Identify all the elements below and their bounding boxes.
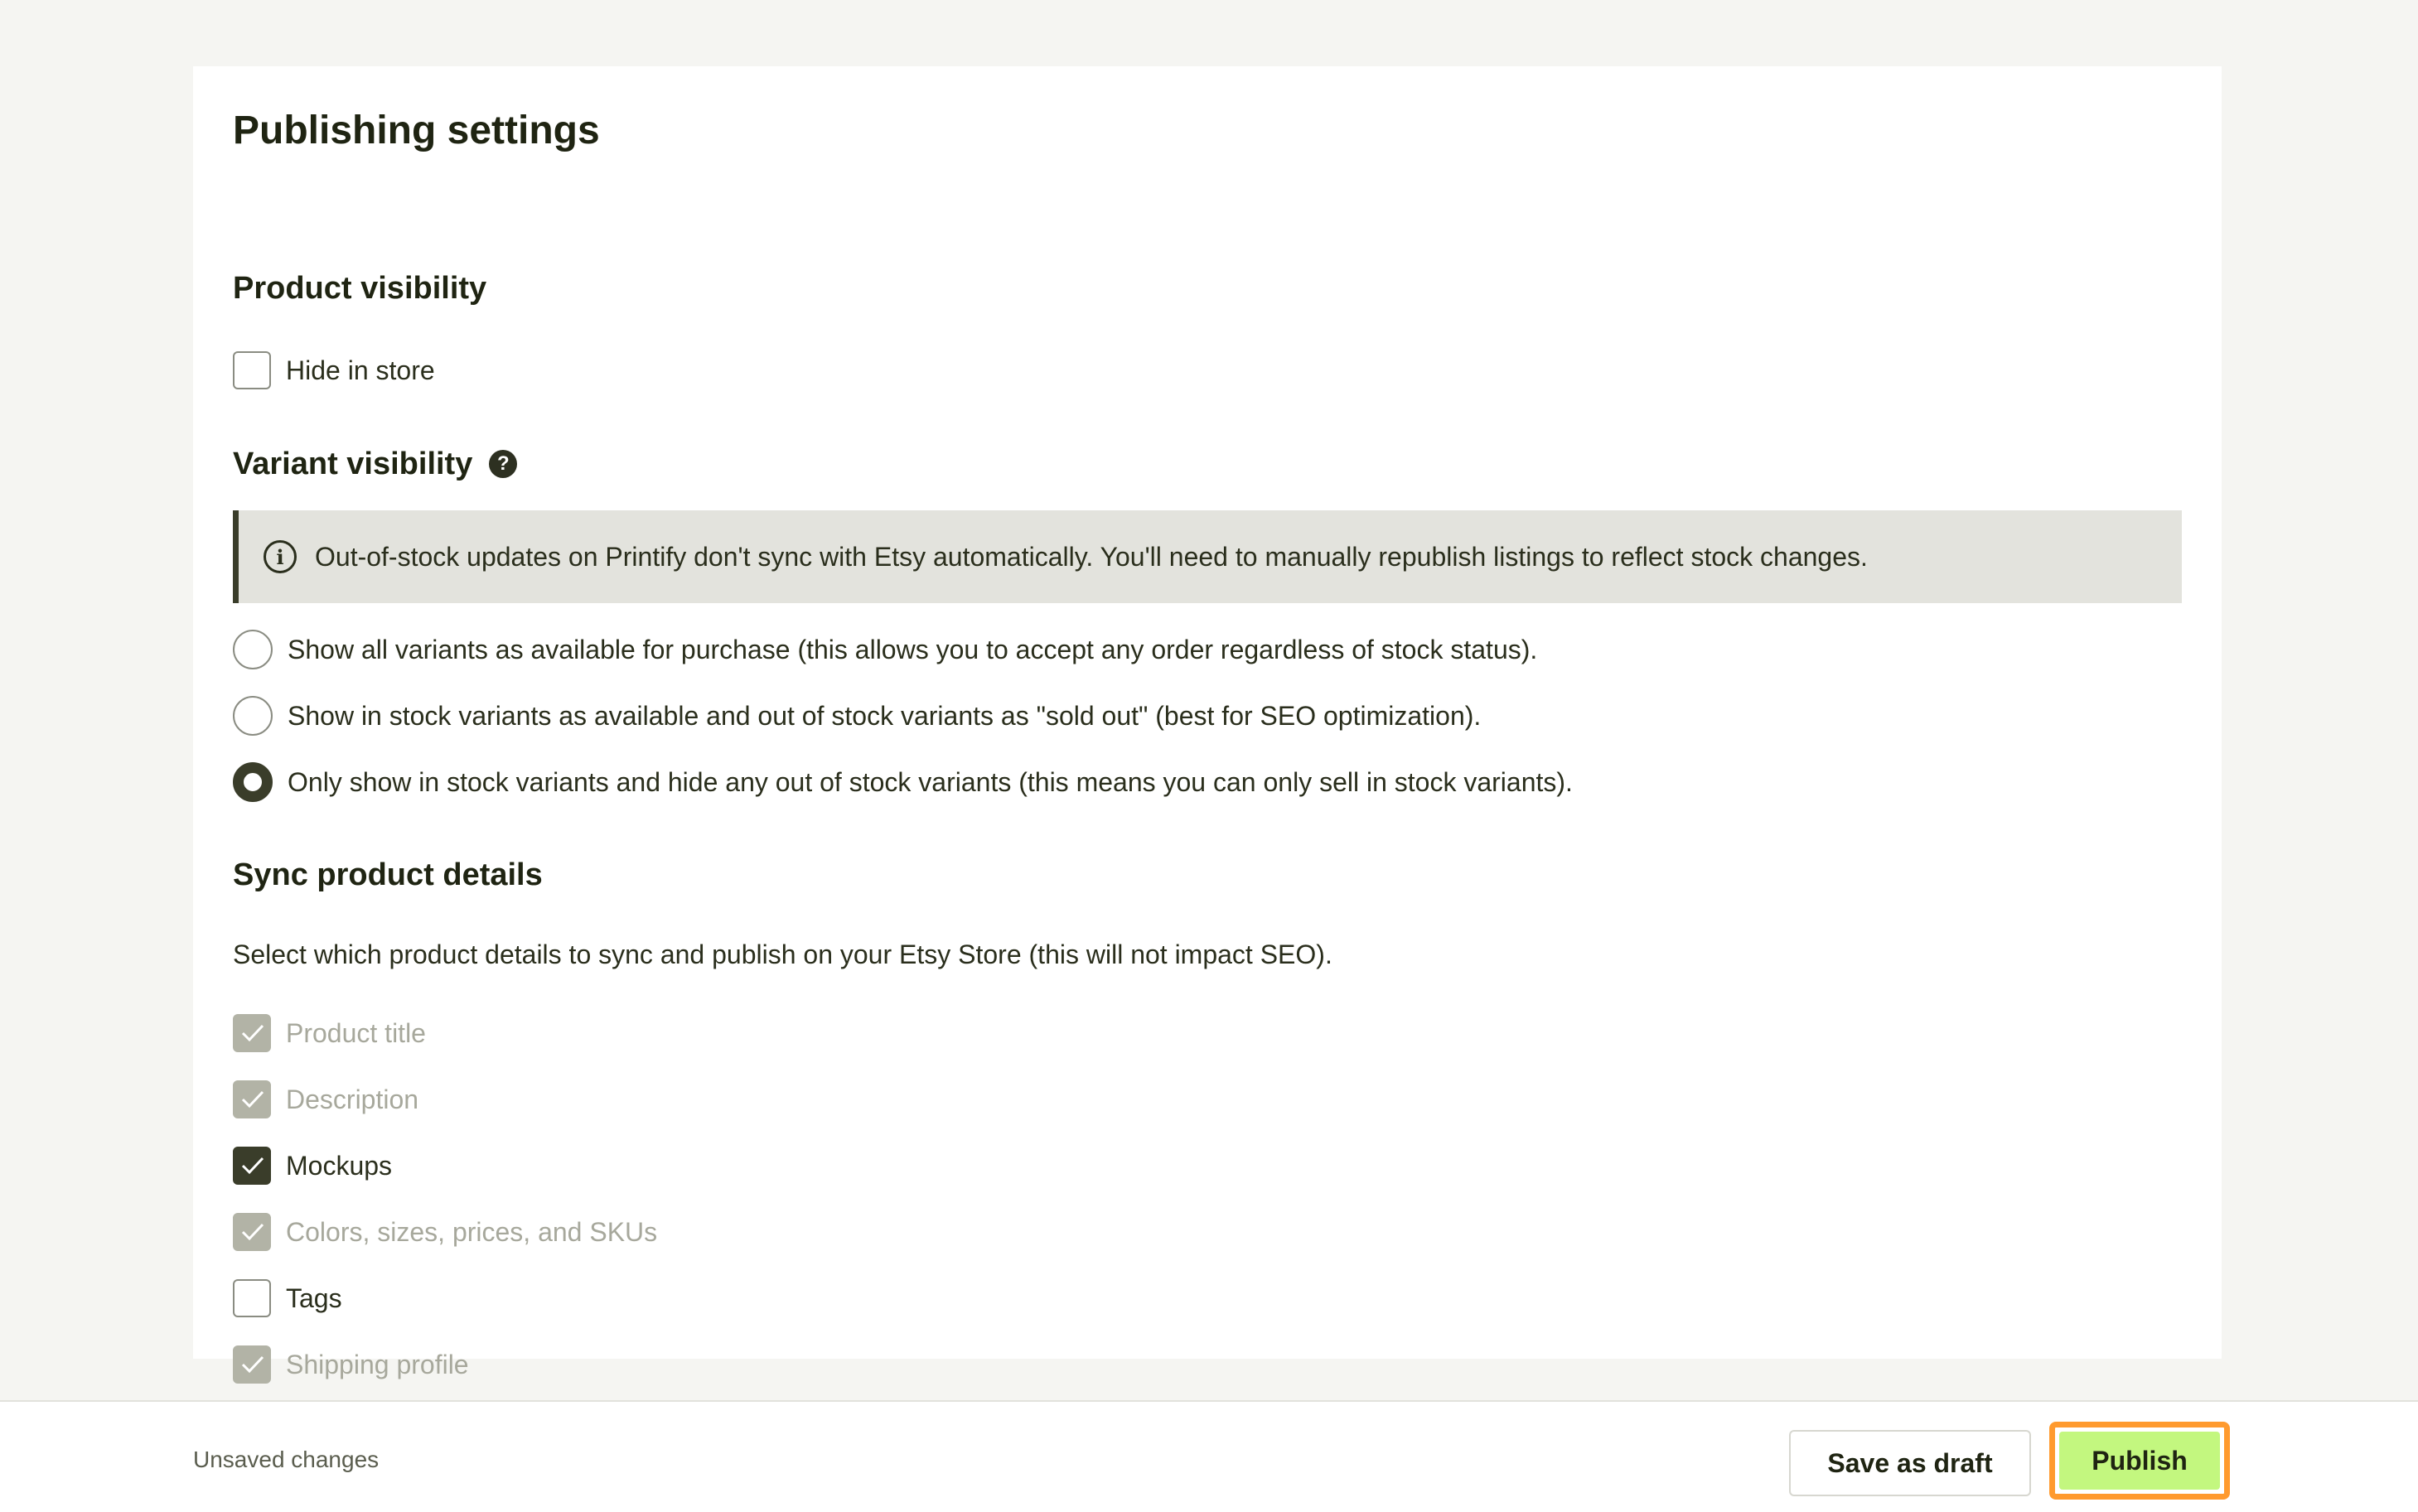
save-as-draft-button[interactable]: Save as draft: [1789, 1430, 2031, 1496]
hide-in-store-checkbox[interactable]: [233, 351, 271, 389]
sync-item-product-title: [233, 1014, 426, 1052]
info-icon: i: [264, 540, 297, 573]
variants-label: Colors, sizes, prices, and SKUs: [286, 1217, 658, 1247]
hide-in-store-label: Hide in store: [286, 355, 435, 385]
footer-bar: [0, 1400, 2418, 1512]
variant-option-label: Only show in stock variants and hide any out of stock variants (this means you can only sell in stock variants).: [288, 767, 1573, 797]
sync-description: Select which product details to sync and publish on your Etsy Store (this will not impact SEO).: [233, 940, 1332, 969]
sync-item-description: [233, 1080, 418, 1118]
variant-option-label: Show in stock variants as available and out of stock variants as "sold out" (best for SEO optimization).: [288, 701, 1482, 731]
variant-radio-in-stock-only[interactable]: [233, 762, 273, 802]
sync-item-tags[interactable]: [233, 1279, 342, 1317]
variant-visibility-title: [233, 444, 517, 484]
unsaved-changes-status: Unsaved changes: [193, 1447, 380, 1472]
sync-item-mockups[interactable]: [233, 1147, 392, 1185]
variants-checkbox: [233, 1213, 271, 1251]
shipping-profile-checkbox: [233, 1345, 271, 1384]
product-visibility-title: Product visibility: [233, 271, 487, 306]
variant-option-sold-out[interactable]: [233, 696, 1481, 736]
description-label: Description: [286, 1084, 419, 1114]
page-title: Publishing settings: [233, 109, 600, 152]
mockups-label: Mockups: [286, 1151, 393, 1181]
notice-text: Out-of-stock updates on Printify don't sync with Etsy automatically. You'll need to manually republish listings to reflect stock changes.: [315, 541, 1868, 572]
variant-option-show-all[interactable]: [233, 630, 1537, 669]
tags-label: Tags: [286, 1283, 342, 1313]
hide-in-store-option[interactable]: [233, 351, 435, 389]
product-title-label: Product title: [286, 1018, 426, 1048]
sync-item-shipping-profile: [233, 1345, 469, 1384]
shipping-profile-label: Shipping profile: [286, 1350, 469, 1379]
tags-checkbox[interactable]: [233, 1279, 271, 1317]
variant-radio-sold-out[interactable]: [233, 696, 273, 736]
publish-button[interactable]: Publish: [2059, 1432, 2220, 1490]
sync-product-details-title: Sync product details: [233, 857, 543, 892]
help-icon[interactable]: ?: [489, 450, 517, 478]
description-checkbox: [233, 1080, 271, 1118]
mockups-checkbox[interactable]: [233, 1147, 271, 1185]
variant-option-in-stock-only[interactable]: [233, 762, 1573, 802]
variant-option-label: Show all variants as available for purchase (this allows you to accept any order regardless of stock status).: [288, 635, 1538, 664]
product-title-checkbox: [233, 1014, 271, 1052]
publish-button-highlight: [2049, 1422, 2230, 1500]
variant-visibility-label: Variant visibility: [233, 447, 473, 481]
variant-radio-show-all[interactable]: [233, 630, 273, 669]
stock-sync-notice: [233, 510, 2182, 603]
publishing-settings-card: [193, 66, 2222, 1379]
sync-item-variants: [233, 1213, 657, 1251]
